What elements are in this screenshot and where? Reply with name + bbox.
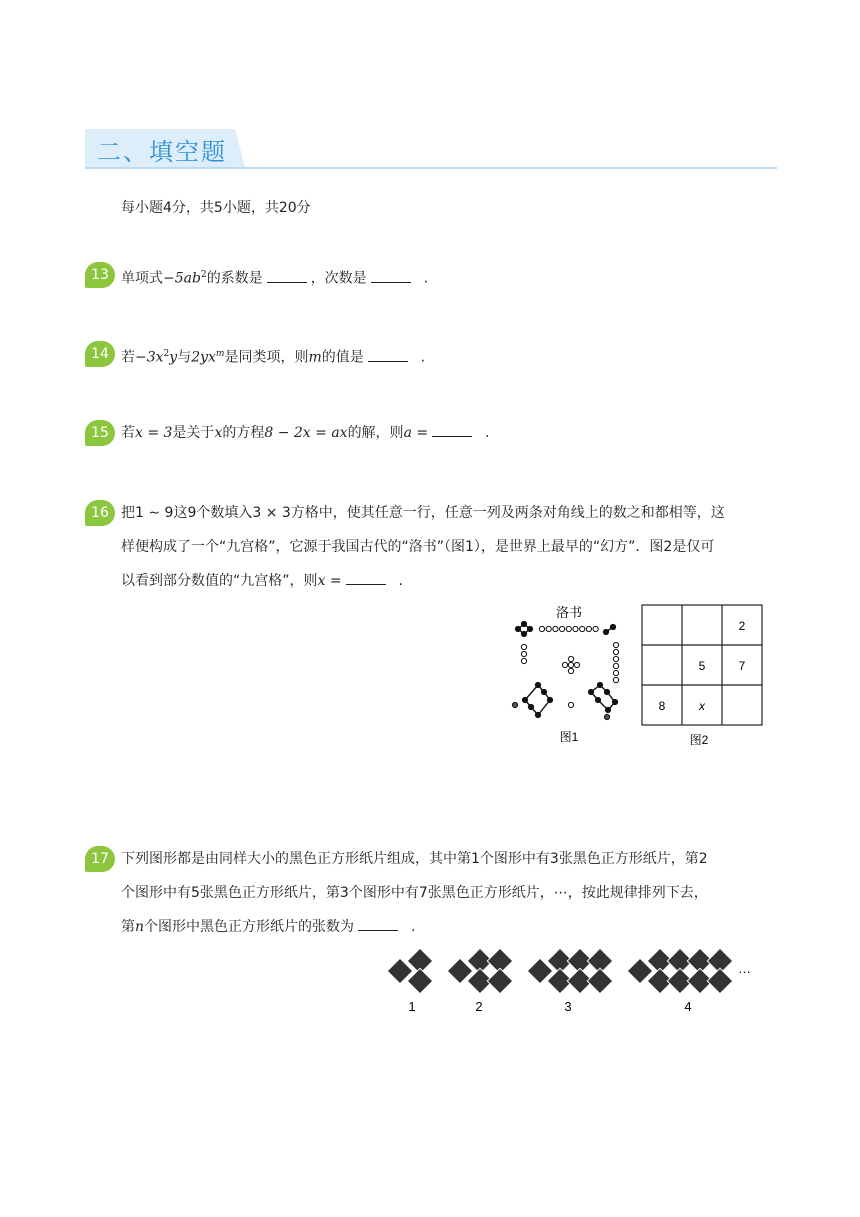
black-square (707, 968, 732, 993)
luoshu-dot (603, 629, 608, 634)
text: 是同类项，则 (224, 349, 309, 366)
text: ，次数是 (310, 270, 367, 287)
math-exponent: 2 (163, 349, 170, 359)
luoshu-dot (604, 714, 609, 719)
text: 以看到部分数值的“九宫格”，则 (121, 573, 318, 589)
question-number: 17 (85, 846, 115, 872)
black-square (587, 968, 612, 993)
period: . (420, 349, 426, 366)
period: . (398, 573, 403, 589)
luoshu-title: 洛书 (555, 605, 583, 620)
math-expression: n (135, 919, 145, 935)
question-line-1: 下列图形都是由同样大小的黑色正方形纸片组成，其中第1个图形中有3张黑色正方形纸片，第2 (121, 851, 708, 867)
luoshu-dot (535, 712, 540, 717)
luoshu-dot (527, 626, 532, 631)
period: . (423, 270, 429, 287)
luoshu-dot (566, 626, 571, 631)
square-pattern-figure (380, 945, 770, 1020)
question-number: 13 (85, 262, 115, 288)
luoshu-dot (553, 626, 558, 631)
luoshu-dot (539, 626, 544, 631)
grid-cell-value: x (699, 699, 705, 713)
math-expression: y (169, 349, 178, 366)
text: 的系数是 (206, 270, 263, 287)
math-expression: −3x (135, 349, 164, 366)
luoshu-dot (612, 699, 617, 704)
question-text (121, 337, 425, 375)
grid-cell-value: 2 (738, 619, 746, 633)
pattern-label: 3 (564, 999, 572, 1014)
math-expression: 2yx (191, 349, 216, 366)
section-header-underline (85, 167, 777, 169)
luoshu-dot (562, 662, 567, 667)
luoshu-dot (597, 682, 602, 687)
luoshu-dot (604, 689, 609, 694)
question-line-1: 把1 ∼ 9这9个数填入3 × 3方格中，使其任意一行，任意一列及两条对角线上的数之和都相等，这 (121, 505, 725, 521)
math-expression: x (214, 425, 223, 441)
question-number: 16 (85, 500, 115, 526)
luoshu-dot (522, 697, 527, 702)
text: 的方程 (222, 425, 265, 441)
luoshu-dot (547, 697, 552, 702)
magic-square-cells (659, 619, 746, 713)
luoshu-dot (613, 656, 618, 661)
luoshu-dot (521, 621, 526, 626)
luoshu-dot (613, 663, 618, 668)
question-line-3 (121, 910, 415, 944)
luoshu-dot (521, 651, 526, 656)
luoshu-dot (528, 704, 533, 709)
period: . (410, 919, 416, 935)
luoshu-dot (568, 656, 573, 661)
grid-cell-value: 8 (658, 699, 666, 713)
text: 若 (121, 425, 135, 441)
answer-blank[interactable] (346, 572, 386, 585)
luoshu-dot (574, 662, 579, 667)
question-text (121, 416, 489, 450)
figure-1-caption: 图1 (559, 730, 579, 744)
pattern-ellipsis: … (738, 961, 751, 976)
text: 单项式 (121, 270, 163, 287)
section-intro: 每小题4分，共5小题，共20分 (121, 200, 311, 216)
luoshu-dot (521, 631, 526, 636)
grid-cell-value: 7 (738, 659, 746, 673)
luoshu-dots (512, 621, 618, 719)
question-number: 14 (85, 341, 115, 367)
luoshu-dot (521, 658, 526, 663)
answer-blank[interactable] (267, 270, 307, 283)
luoshu-dot (541, 689, 546, 694)
answer-blank[interactable] (368, 349, 408, 362)
luoshu-dot (586, 626, 591, 631)
luoshu-dot (613, 677, 618, 682)
period: . (485, 425, 490, 441)
math-expression: x = (317, 573, 342, 589)
pattern-label: 2 (475, 999, 483, 1014)
luoshu-dot (515, 626, 520, 631)
luoshu-dot (588, 689, 593, 694)
figure-2-caption: 图2 (689, 733, 709, 747)
answer-blank[interactable] (432, 424, 472, 437)
math-expression: −5ab (163, 270, 201, 287)
math-expression: m (308, 349, 322, 366)
luoshu-dot (535, 682, 540, 687)
math-expression: 8 − 2x = ax (264, 425, 348, 441)
black-square (487, 968, 512, 993)
question-line-3 (121, 564, 403, 598)
luoshu-dot (613, 649, 618, 654)
luoshu-figure (505, 600, 635, 750)
text: 第 (121, 919, 135, 935)
luoshu-dot (593, 626, 598, 631)
question-line-2: 个图形中有5张黑色正方形纸片，第3个图形中有7张黑色正方形纸片，⋯，按此规律排列下去， (121, 885, 708, 901)
section-title: 二、填空题 (97, 138, 227, 166)
question-text (121, 258, 428, 296)
text: 与 (177, 349, 192, 366)
pattern-label: 1 (408, 999, 416, 1014)
math-exponent: 2 (200, 270, 207, 280)
luoshu-dot (568, 662, 573, 667)
luoshu-dot (595, 697, 600, 702)
text: 个图形中黑色正方形纸片的张数为 (144, 919, 355, 935)
text: 的解，则 (347, 425, 404, 441)
question-line-2: 样便构成了一个“九宫格”，它源于我国古代的“洛书”（图1），是世界上最早的“幻方”．图2是仅可 (121, 539, 715, 555)
pattern-label: 4 (684, 999, 692, 1014)
text: 若 (121, 349, 135, 366)
answer-blank[interactable] (371, 270, 411, 283)
magic-square-figure (640, 603, 765, 753)
luoshu-dot (605, 707, 610, 712)
luoshu-dot (613, 642, 618, 647)
section-header (85, 129, 777, 169)
answer-blank[interactable] (358, 918, 398, 931)
luoshu-dot (546, 626, 551, 631)
luoshu-dot (568, 668, 573, 673)
text: 是关于 (172, 425, 215, 441)
math-expression: x = 3 (135, 425, 173, 441)
luoshu-dot (610, 624, 615, 629)
luoshu-dot (573, 626, 578, 631)
luoshu-dot (512, 702, 517, 707)
math-exponent: m (215, 349, 225, 359)
luoshu-dot (521, 644, 526, 649)
luoshu-dot (580, 626, 585, 631)
math-expression: a = (403, 425, 429, 441)
luoshu-dot (613, 670, 618, 675)
text: 的值是 (321, 349, 364, 366)
question-number: 15 (85, 420, 115, 446)
luoshu-link (591, 685, 615, 710)
grid-cell-value: 5 (698, 659, 706, 673)
luoshu-link (525, 685, 550, 715)
luoshu-dot (560, 626, 565, 631)
luoshu-dot (568, 702, 573, 707)
